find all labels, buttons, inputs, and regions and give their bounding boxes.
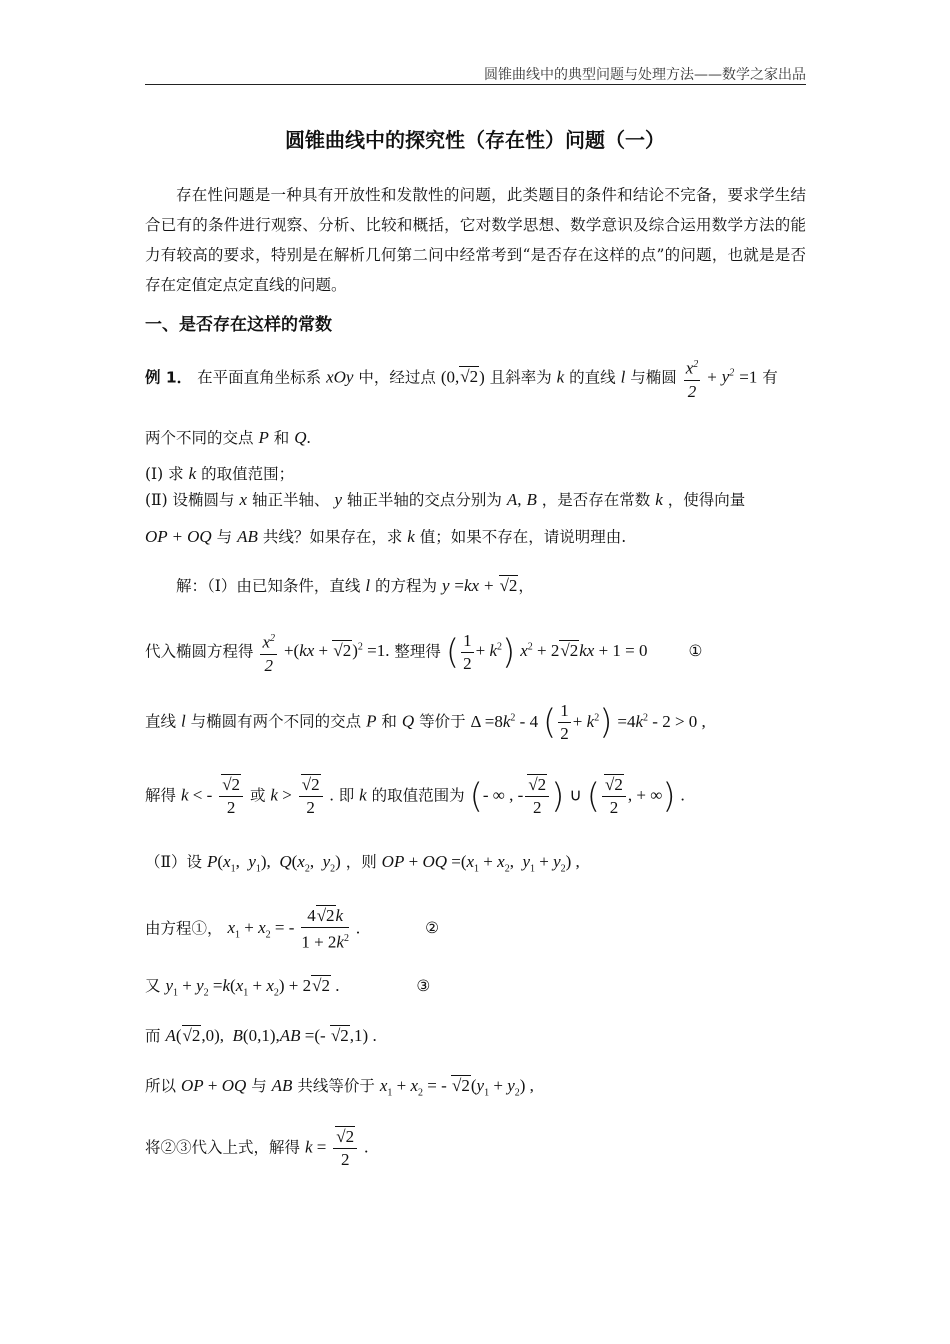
equation-mark-3: ③ bbox=[416, 977, 431, 995]
running-header: 圆锥曲线中的典型问题与处理方法——数学之家出品 bbox=[484, 67, 806, 83]
solution-line-6: 由方程①， $x_1 + x_2$ = - $\frac{4√2k}{1 + 2k^2}$ . ② bbox=[145, 906, 439, 952]
solution-line-3: 直线 l 与椭圆有两个不同的交点 P 和 Q 等价于 $\Delta =8k^2 - 4$ ( $\frac{1}{2}$ + $k^2) =4k^2 - 2 > 0$ , bbox=[145, 701, 706, 743]
solution-line-4: 解得 k < - $\frac{√2}{2}$ 或 k > $\frac{√2}{2}$ . 即 k 的取值范围为 (- ∞ , - $\frac{√2}{2}$ ) ∪ ( $\frac{√2}{2}$ , + ∞) . bbox=[145, 775, 685, 817]
page-title: 圆锥曲线中的探究性（存在性）问题（一） bbox=[285, 128, 665, 152]
solution-line-9: 所以 OP + OQ 与 AB 共线等价于 $x_1 + x_2$ = - $√2(y_1 + y_2)$ , bbox=[145, 1076, 534, 1099]
solution-line-5: （Ⅱ）设 $P(x_1$, $y_1$), $Q(x_2$, $y_2$) ，则 OP + OQ $=(x_1 + x_2$, $y_1 + y_2$) , bbox=[145, 852, 580, 875]
header-rule bbox=[145, 84, 806, 85]
intro-paragraph: 存在性问题是一种具有开放性和发散性的问题，此类题目的条件和结论不完备，要求学生结合已有的条件进行观察、分析、比较和概括，它对数学思想、数学意识及综合运用数学方法的能力有较高的要求，特别是在解析几何第二问中经常考到“是否存在这样的点”的问题，也就是是否存在定值定点定直线的问题。 bbox=[145, 186, 806, 294]
question-2-line-1: (Ⅱ) 设椭圆与 x 轴正半轴、 y 轴正半轴的交点分别为 A, B ，是否存在常数 k ，使得向量 bbox=[145, 490, 746, 509]
question-1: (Ⅰ) 求 k 的取值范围； bbox=[145, 464, 295, 483]
example-1-line-1: 例 1． 在平面直角坐标系 xOy 中，经过点 (0,√2) 且斜率为 k 的直线 l 与椭圆 $\frac{x^2}{2}$ + $y^2 =1$ 有 bbox=[145, 354, 778, 403]
equation-mark-1: ① bbox=[688, 642, 703, 661]
solution-line-2: 代入椭圆方程得 $\frac{x^2}{2}$ +(kx + √2)$^2$ =1. 整理得 ( $\frac{1}{2}$ + $k^2$) $x^2 + 2√2kx + 1 = 0$ ① bbox=[145, 628, 702, 677]
example-1-line-2: 两个不同的交点 P 和 Q. bbox=[145, 428, 311, 447]
section-heading: 一、是否存在这样的常数 bbox=[145, 315, 332, 335]
question-2-line-2: OP + OQ 与 AB 共线？如果存在，求 k 值；如果不存在，请说明理由. bbox=[145, 527, 627, 546]
equation-mark-2: ② bbox=[425, 919, 439, 938]
solution-line-7: 又 $y_1 + y_2 =k(x_1 + x_2) + 2√2$ . ③ bbox=[145, 976, 431, 999]
solution-line-8: 而 A(√2,0), B(0,1),AB =(- √2,1) . bbox=[145, 1026, 377, 1045]
example-label: 例 1． bbox=[145, 368, 193, 387]
solution-line-10: 将②③代入上式，解得 k = $\frac{√2}{2}$ . bbox=[145, 1127, 369, 1169]
solution-line-1: 解：（Ⅰ）由已知条件，直线 l 的方程为 y =kx + √2， bbox=[176, 576, 534, 595]
